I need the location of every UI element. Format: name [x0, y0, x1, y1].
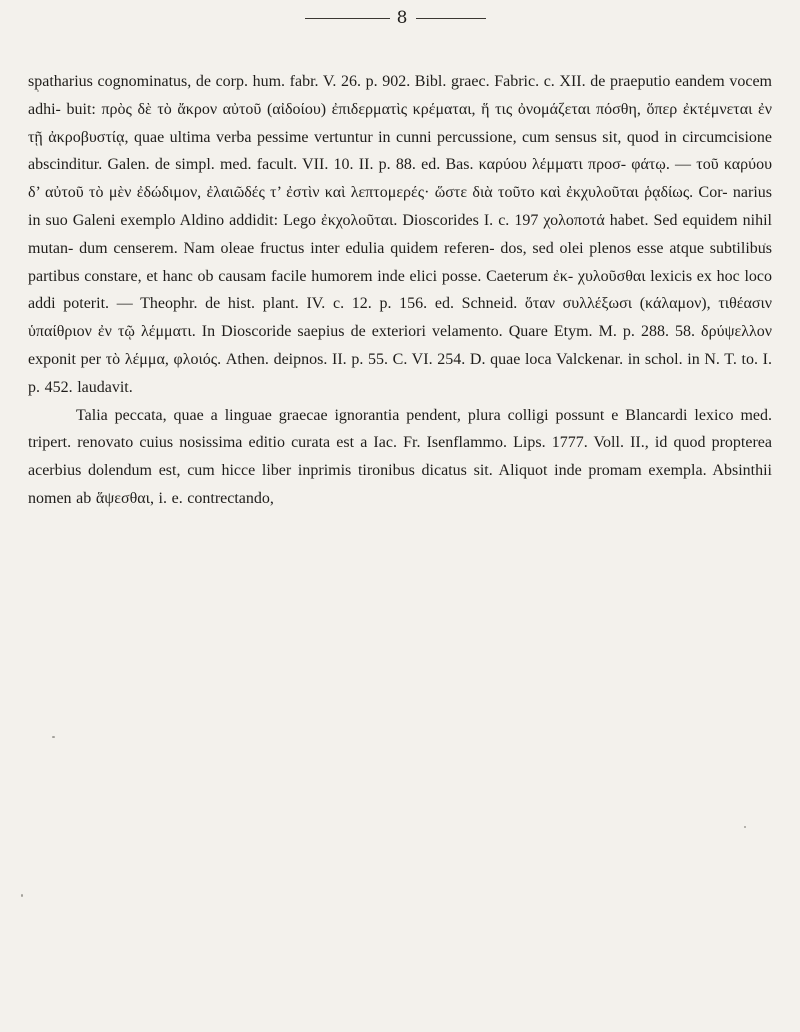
header-rule-right	[416, 18, 486, 19]
paragraph-1: spatharius cognominatus, de corp. hum. fabr. V. 26. p. 902. Bibl. graec. Fabric. c. XII. de praeputio eandem vocem adhi- buit: πρὸς δὲ τὸ ἄκρον αὐτοῦ (αἰδοίου) ἐπιδερματὶς κρέμαται, ἥ τις ὀνομάζεται πόσθη, ὅπερ ἐκτέμνεται ἐν τῇ ἀκροβυστίᾳ, quae ultima verba pessime vertuntur in cunni percussione, cum sensus sit, quod in circumcisione abscinditur. Galen. de simpl. med. facult. VII. 10. II. p. 88. ed. Bas. καρύου λέμματι προσ- φάτῳ. — τοῦ καρύου δ’ αὐτοῦ τὸ μὲν ἐδώδιμον, ἐλαιῶδές τ’ ἐστὶν καὶ λεπτομερές· ὥστε διὰ τοῦτο καὶ ἐκχυλοῦται ῥᾳδίως. Cor- narius in suo Galeni exemplo Aldino addidit: Lego ἐκχολοῦται. Dioscorides I. c. 197 χολοποτά habet. Sed equidem nihil mutan- dum censerem. Nam oleae fructus inter edulia quidem referen- dos, sed olei plenos esse atque subtilibus partibus constare, et hanc ob causam facile humorem inde elici posse. Caeterum ἐκ- χυλοῦσθαι lexicis ex hoc loco addi poterit. — Theophr. de hist. plant. IV. c. 12. p. 156. ed. Schneid. ὅταν συλλέξωσι (κάλαμον), τιθέασιν ὑπαίθριον ἐν τῷ λέμματι. In Dioscoride saepius de exteriori velamento. Quare Etym. M. p. 288. 58. δρύψελλον exponit per τὸ λέμμα, φλοιός. Athen. deipnos. II. p. 55. C. VI. 254. D. quae loca Valckenar. in schol. in N. T. to. I. p. 452. laudavit.	[28, 73, 772, 396]
page-number: 8	[396, 8, 408, 28]
paragraph-2: Talia peccata, quae a linguae graecae ignorantia pendent, plura colligi possunt e Blancardi lexico med. tripert. renovato cuius nosissima editio curata est a Iac. Fr. Isenflammo. Lips. 1777. Voll. II., id quod propterea acerbius dolendum est, cum hicce liber inprimis tironibus dicatus sit. Aliquot inde promam exempla. Absinthii nomen ab ἅψεσθαι, i. e. contrectando,	[28, 406, 772, 507]
scan-speck	[52, 736, 55, 738]
body-text	[28, 68, 772, 513]
page-header	[0, 8, 800, 28]
scan-speck	[744, 826, 746, 828]
header-rule-left	[305, 18, 390, 19]
scan-speck	[21, 894, 23, 897]
